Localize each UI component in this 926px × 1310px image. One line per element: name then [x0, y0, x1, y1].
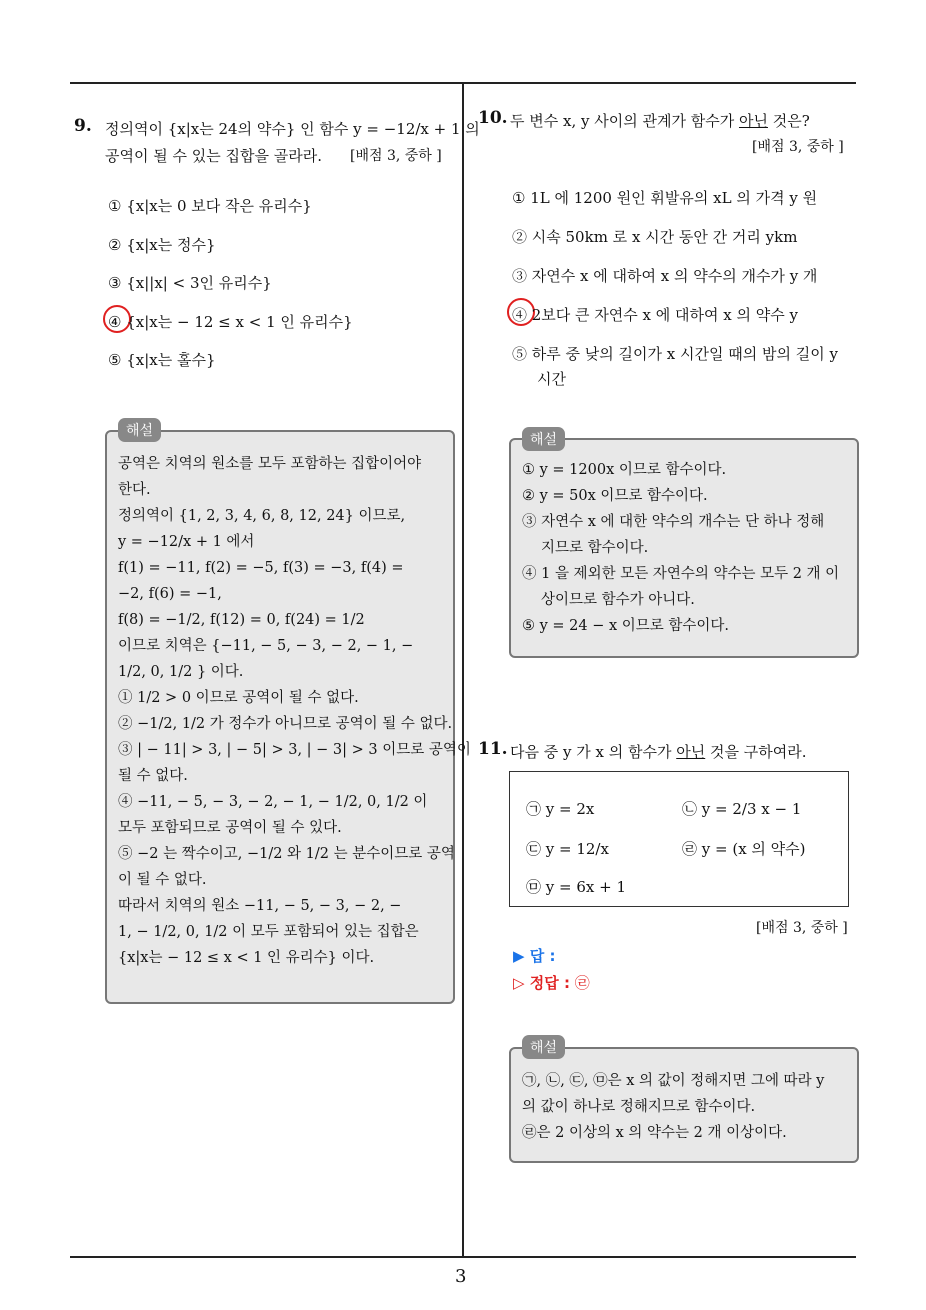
q9-explain-line: ② −1/2, 1/2 가 정수가 아니므로 공역이 될 수 없다.	[118, 716, 453, 732]
q9-option-1[interactable]: ① {x|x는 0 보다 작은 유리수}	[108, 197, 312, 215]
q11-item-1: ㉠ y = 2x	[526, 800, 595, 818]
q10-option-1[interactable]: ① 1L 에 1200 원인 휘발유의 xL 의 가격 y 원	[512, 189, 818, 207]
q11-item-3: ㉢ y = 12/x	[526, 840, 609, 858]
q10-explain-line: ② y = 50x 이므로 함수이다.	[522, 488, 708, 504]
q11-text-after: 것을 구하여라.	[705, 743, 807, 761]
q11-text	[510, 741, 806, 762]
q11-score: [배점 3, 중하 ]	[756, 920, 848, 936]
q10-explain-line: ③ 자연수 x 에 대한 약수의 개수는 단 하나 정해	[522, 514, 825, 530]
q9-option-5[interactable]: ⑤ {x|x는 홀수}	[108, 351, 216, 369]
q9-option-2[interactable]: ② {x|x는 정수}	[108, 236, 216, 254]
q10-explain-line: ⑤ y = 24 − x 이므로 함수이다.	[522, 618, 730, 634]
q9-explain-line: 정의역이 {1, 2, 3, 4, 6, 8, 12, 24} 이므로,	[118, 508, 406, 524]
q10-explain-line: 상이므로 함수가 아니다.	[541, 592, 695, 608]
q9-explain-line: ① 1/2 > 0 이므로 공역이 될 수 없다.	[118, 690, 359, 706]
q9-explain-line: {x|x는 − 12 ≤ x < 1 인 유리수} 이다.	[118, 950, 375, 966]
q9-explanation-tag: 해설	[118, 418, 161, 442]
q10-explanation-tag: 해설	[522, 427, 565, 451]
q9-explain-line: f(8) = −1/2, f(12) = 0, f(24) = 1/2	[118, 612, 365, 628]
q10-text-before: 두 변수 x, y 사이의 관계가 함수가	[510, 112, 739, 130]
q9-explain-line: 1/2, 0, 1/2 } 이다.	[118, 664, 244, 680]
page-number: 3	[455, 1266, 467, 1287]
q11-correct-row	[513, 972, 590, 993]
q11-explanation-box	[509, 1047, 859, 1163]
q9-explain-line: ③ | − 11| > 3, | − 5| > 3, | − 3| > 3 이므로 공역이	[118, 742, 471, 758]
q10-text	[510, 110, 810, 131]
q11-answer-label: ▶ 답 :	[513, 947, 556, 965]
q9-explain-line: 될 수 없다.	[118, 768, 188, 784]
q10-text-underline: 아닌	[738, 112, 768, 130]
q11-text-underline: 아닌	[676, 743, 706, 761]
q10-text-after: 것은?	[767, 112, 810, 130]
q11-explanation-tag: 해설	[522, 1035, 565, 1059]
q9-explain-line: 모두 포함되므로 공역이 될 수 있다.	[118, 820, 342, 836]
q10-number: 10.	[478, 108, 508, 128]
q11-text-before: 다음 중 y 가 x 의 함수가	[510, 743, 677, 761]
q10-option-5[interactable]: ⑤ 하루 중 낮의 길이가 x 시간일 때의 밤의 길이 y	[512, 345, 838, 363]
q10-score: [배점 3, 중하 ]	[752, 139, 844, 155]
q9-explain-line: −2, f(6) = −1,	[118, 586, 222, 602]
q9-explain-line: 한다.	[118, 482, 151, 498]
q9-explain-line: ④ −11, − 5, − 3, − 2, − 1, − 1/2, 0, 1/2 이	[118, 794, 428, 810]
q9-option-4[interactable]: ④ {x|x는 − 12 ≤ x < 1 인 유리수}	[108, 313, 353, 331]
q9-score: [배점 3, 중하 ]	[350, 148, 442, 164]
q11-item-2: ㉡ y = 2/3 x − 1	[682, 800, 802, 818]
q10-explain-line: 지므로 함수이다.	[541, 540, 649, 556]
q11-explain-line: 의 값이 하나로 정해지므로 함수이다.	[522, 1099, 756, 1115]
q10-option-5-cont: 시간	[537, 370, 566, 388]
q10-option-3[interactable]: ③ 자연수 x 에 대하여 x 의 약수의 개수가 y 개	[512, 267, 818, 285]
q9-text-line2: 공역이 될 수 있는 집합을 골라라.	[105, 147, 322, 165]
q9-explain-line: 공역은 치역의 원소를 모두 포함하는 집합이어야	[118, 456, 422, 472]
bottom-rule	[70, 1256, 856, 1258]
q11-correct-label: ▷ 정답 :	[513, 974, 570, 992]
q10-explain-line: ④ 1 을 제외한 모든 자연수의 약수는 모두 2 개 이	[522, 566, 840, 582]
q9-explain-line: f(1) = −11, f(2) = −5, f(3) = −3, f(4) =	[118, 560, 404, 576]
q11-items-box	[509, 771, 849, 907]
q11-explain-line: ㉠, ㉡, ㉢, ㉤은 x 의 값이 정해지면 그에 따라 y	[522, 1073, 825, 1089]
q10-explain-line: ① y = 1200x 이므로 함수이다.	[522, 462, 727, 478]
q9-text-line1: 정의역이 {x|x는 24의 약수} 인 함수 y = −12/x + 1 의	[105, 120, 480, 138]
q11-correct-value: ㉣	[574, 974, 590, 992]
q9-option-3[interactable]: ③ {x||x| < 3인 유리수}	[108, 274, 272, 292]
q9-explanation-box	[105, 430, 471, 1004]
q9-explain-line: 1, − 1/2, 0, 1/2 이 모두 포함되어 있는 집합은	[118, 924, 419, 940]
q9-explain-line: ⑤ −2 는 짝수이고, −1/2 와 1/2 는 분수이므로 공역	[118, 846, 455, 862]
q9-explain-line: y = −12/x + 1 에서	[118, 534, 255, 550]
q9-explain-line: 이므로 치역은 {−11, − 5, − 3, − 2, − 1, −	[118, 638, 414, 654]
q9-explain-line: 이 될 수 없다.	[118, 872, 207, 888]
q9-explain-line: 따라서 치역의 원소 −11, − 5, − 3, − 2, −	[118, 898, 402, 914]
q11-item-4: ㉣ y = (x 의 약수)	[682, 840, 806, 858]
column-divider	[462, 82, 464, 1258]
q10-option-2[interactable]: ② 시속 50km 로 x 시간 동안 간 거리 ykm	[512, 228, 798, 246]
q10-option-4[interactable]: ④ 2보다 큰 자연수 x 에 대하여 x 의 약수 y	[512, 306, 798, 324]
q11-number: 11.	[478, 739, 508, 759]
q11-item-5: ㉤ y = 6x + 1	[526, 878, 626, 896]
q10-explanation-box	[509, 438, 859, 658]
q11-explain-line: ㉣은 2 이상의 x 의 약수는 2 개 이상이다.	[522, 1125, 787, 1141]
q9-number: 9.	[74, 116, 92, 136]
